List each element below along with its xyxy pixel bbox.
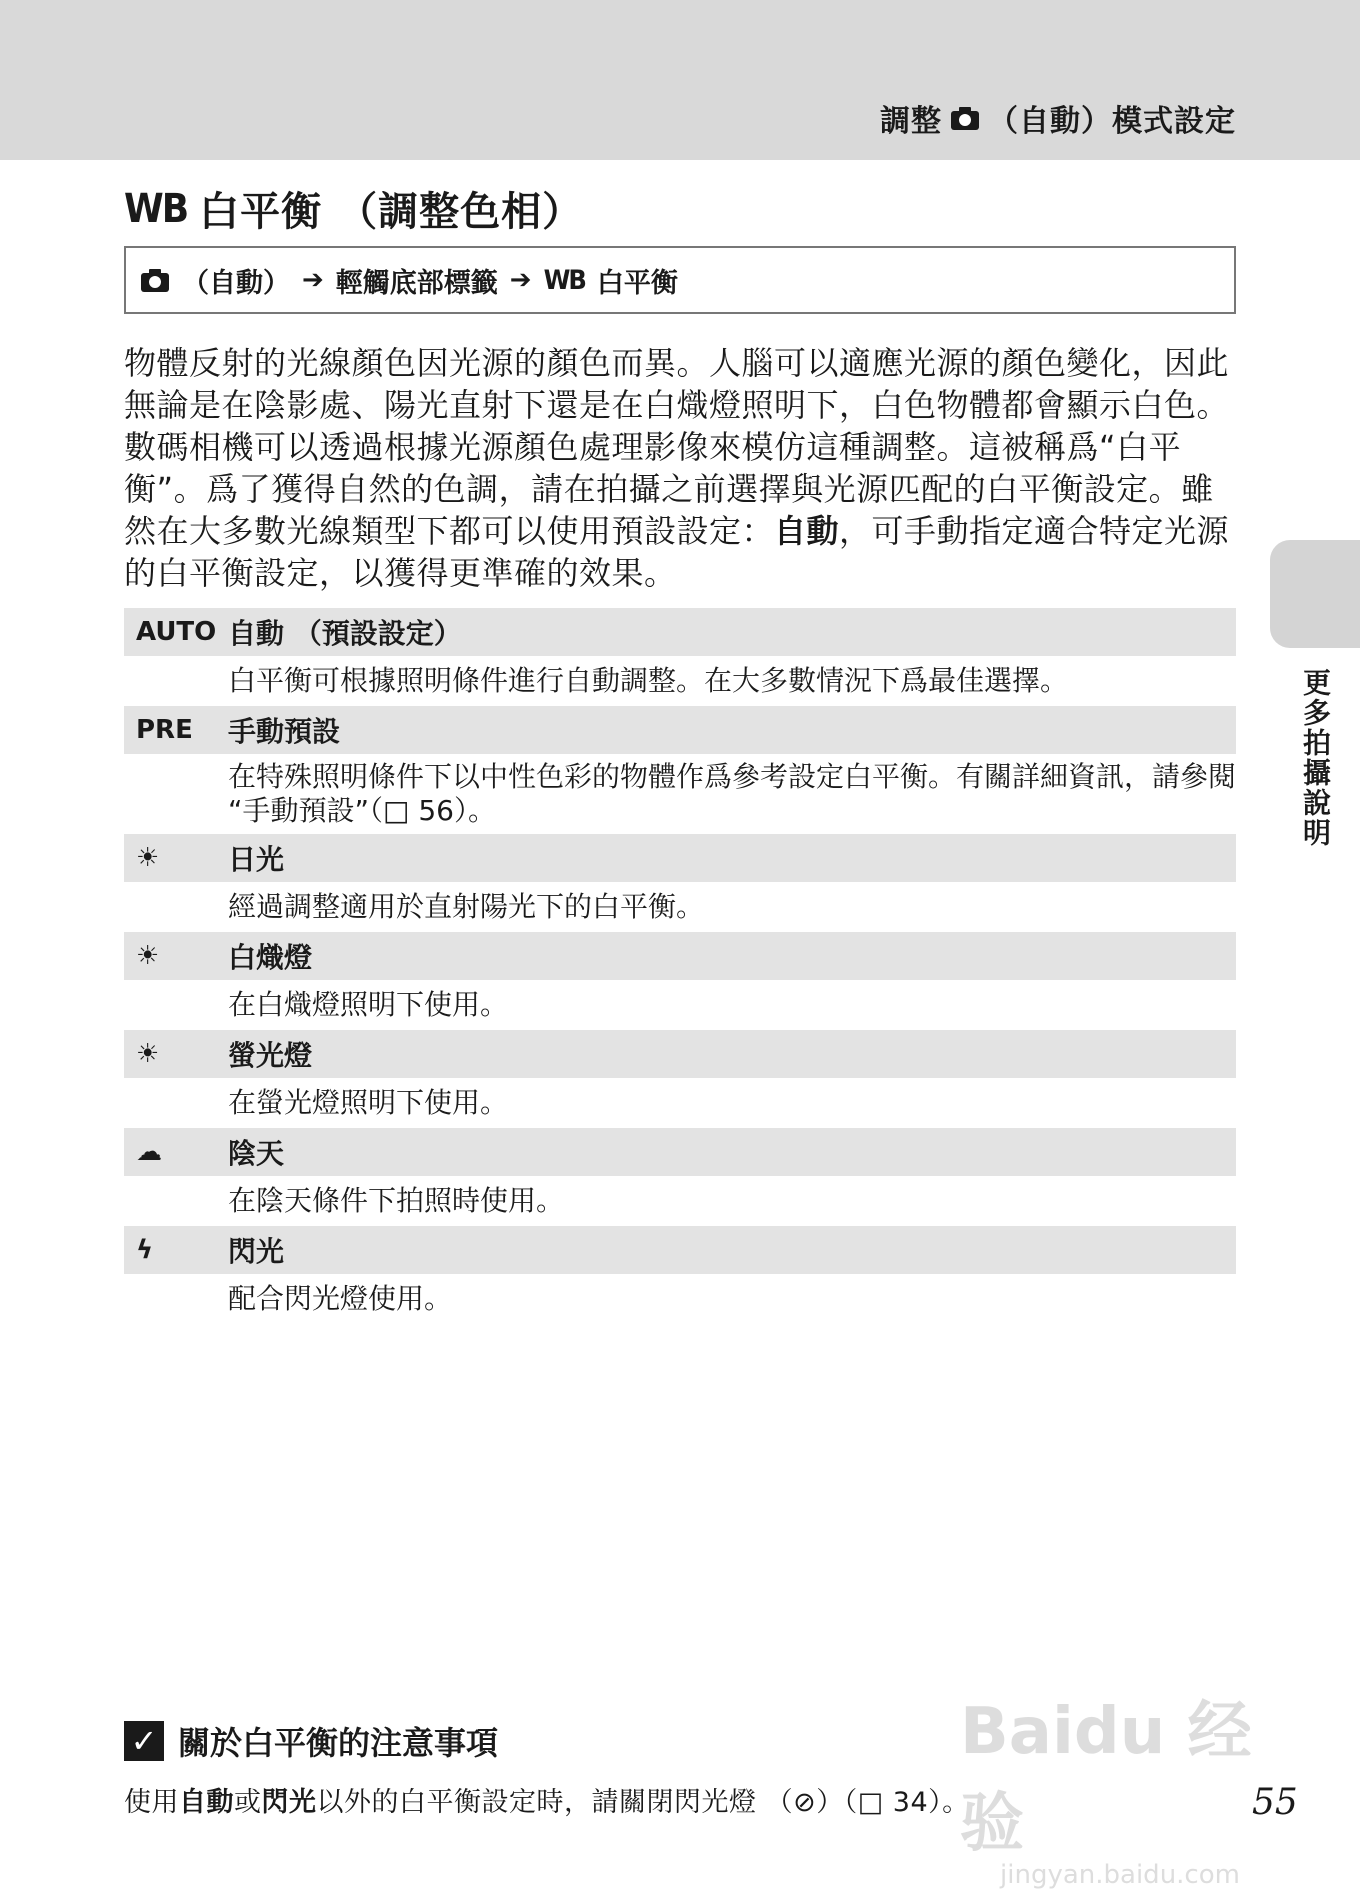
option-description: 經過調整適用於直射陽光下的白平衡。 (228, 890, 705, 923)
option-title: 白熾燈 (228, 941, 313, 974)
white-balance-options (124, 608, 1236, 1324)
camera-icon (950, 105, 980, 131)
header-title-suffix: （自動）模式設定 (988, 104, 1236, 139)
watermark-brand: Baidu 经验 (960, 1695, 1252, 1861)
arrow-right-icon: ➔ (509, 265, 532, 295)
arrow-right-icon: ➔ (302, 265, 324, 295)
intro-paragraph (124, 342, 1244, 594)
wb-icon: WB (543, 264, 585, 296)
page-number: 55 (1252, 1782, 1298, 1823)
option-description: 白平衡可根據照明條件進行自動調整。在大多數情況下爲最佳選擇。 (228, 664, 1069, 697)
incandescent-icon: ☀ (136, 941, 160, 971)
option-description: 配合閃光燈使用。 (228, 1282, 453, 1315)
side-tab (1270, 540, 1360, 648)
note-text-part: ）（□ 34）。 (816, 1787, 970, 1818)
flash-icon: ϟ (136, 1235, 154, 1265)
option-title: 自動 （預設設定） (228, 617, 462, 650)
note-text (124, 1780, 970, 1819)
side-tab-label: 更多拍攝說明 (1299, 668, 1332, 848)
page-header-title (880, 96, 1236, 140)
option-fluorescent-header (124, 1030, 1236, 1078)
option-description: 在特殊照明條件下以中性色彩的物體作爲參考設定白平衡。有關詳細資訊，請參閱 “手動預設”（□ 56）。 (228, 760, 1237, 827)
daylight-icon: ☀ (136, 843, 160, 873)
fluorescent-icon: ☀ (136, 1039, 160, 1069)
note-heading (124, 1718, 498, 1764)
option-title: 閃光 (228, 1235, 285, 1268)
wb-icon: WB (124, 185, 188, 232)
navigation-path (124, 246, 1236, 314)
note-bold-auto: 自動 (179, 1787, 234, 1818)
option-auto-header (124, 608, 1236, 656)
intro-text-end: ，可手動指定適合特定光源的白平衡設定，以獲得更準確的效果。 (124, 512, 1230, 592)
flash-off-icon: ⊘ (793, 1787, 817, 1818)
intro-bold-word: 自動 (774, 512, 840, 550)
intro-text: 物體反射的光線顏色因光源的顏色而異。人腦可以適應光源的顏色變化，因此無論是在陰影處、陽光直射下還是在白熾燈照明下，白色物體都會顯示白色。數碼相機可以透過根據光源顏色處理影像來模仿這種調整。這被稱爲“白平衡”。爲了獲得自然的色調，請在拍攝之前選擇與光源匹配的白平衡設定。雖然在大多數光線類型下都可以使用預設設定： (124, 344, 1230, 550)
checkmark-icon: ✓ (124, 1721, 164, 1761)
option-title: 日光 (228, 843, 285, 876)
note-title-text: 關於白平衡的注意事項 (178, 1724, 499, 1762)
note-text-part: 使用 (124, 1787, 179, 1818)
option-incandescent-header (124, 932, 1236, 980)
option-cloudy-header (124, 1128, 1236, 1176)
preset-icon: PRE (136, 715, 193, 745)
option-preset-header (124, 706, 1236, 754)
option-description: 在陰天條件下拍照時使用。 (228, 1184, 565, 1217)
note-text-part: 以外的白平衡設定時，請關閉閃光燈 （ (316, 1787, 794, 1818)
nav-step-mode: （自動） (182, 267, 290, 299)
option-title: 螢光燈 (228, 1039, 313, 1072)
section-title (124, 180, 583, 237)
auto-icon: AUTO (136, 617, 217, 647)
watermark-url: jingyan.baidu.com (1000, 1860, 1240, 1890)
option-daylight-header (124, 834, 1236, 882)
nav-step-wb: 白平衡 (596, 267, 678, 299)
cloudy-icon: ☁ (136, 1137, 162, 1167)
nav-step-tab: 輕觸底部標籤 (335, 267, 498, 299)
option-title: 陰天 (228, 1137, 285, 1170)
note-text-part: 或 (234, 1787, 262, 1818)
camera-icon (140, 267, 170, 293)
option-flash-header (124, 1226, 1236, 1274)
option-description: 在白熾燈照明下使用。 (228, 988, 509, 1021)
header-title-prefix: 調整 (880, 104, 942, 139)
option-description: 在螢光燈照明下使用。 (228, 1086, 509, 1119)
section-title-text: 白平衡 （調整色相） (199, 189, 584, 235)
option-title: 手動預設 (228, 715, 341, 748)
note-bold-flash: 閃光 (261, 1787, 317, 1818)
